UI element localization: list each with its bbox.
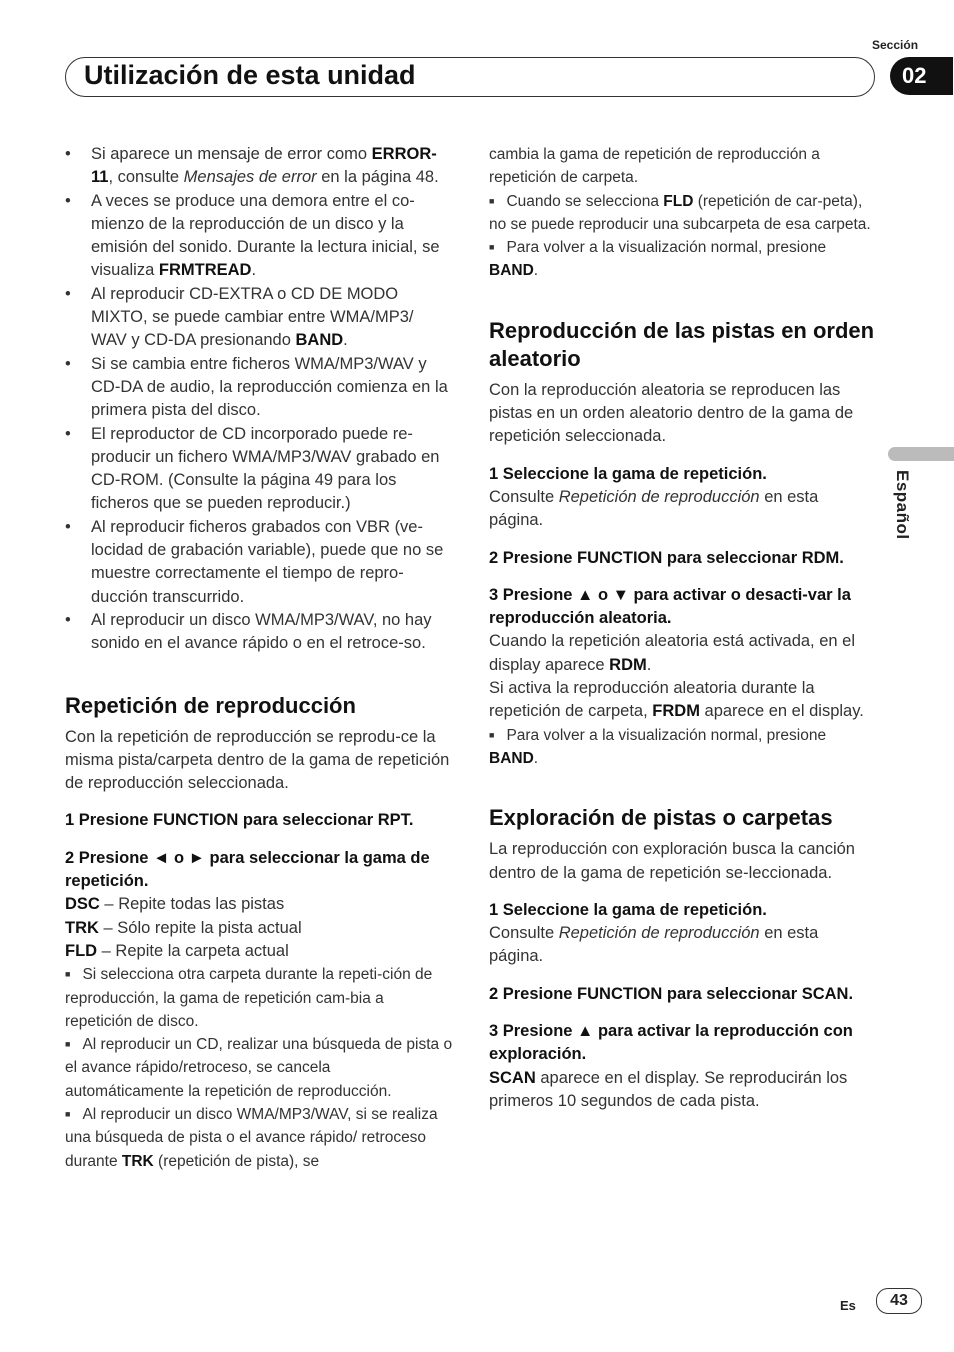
scan-step-1: 1 Seleccione la gama de repetición. (489, 900, 767, 919)
list-item: • Al reproducir un disco WMA/MP3/WAV, no hay sonido en el avance rápido o en el retroce-so. (65, 609, 453, 656)
random-step-3: 3 Presione ▲ o ▼ para activar o desacti-var la reproducción aleatoria. (489, 585, 851, 628)
section-heading-scan: Exploración de pistas o carpetas (489, 805, 833, 831)
section-number: 02 (890, 57, 953, 95)
note-item: ■ Para volver a la visualización normal, presione BAND. (489, 239, 827, 280)
list-item: • El reproductor de CD incorporado puede re-producir un fichero WMA/MP3/WAV grabado en CD-ROM. (Consulte la página 49 para los ficheros que se pueden reproducir.) (65, 423, 453, 516)
repeat-note-continued: cambia la gama de repetición de reproducción a repetición de carpeta. (489, 146, 820, 187)
note-item: ■ Al reproducir un disco WMA/MP3/WAV, si se realiza una búsqueda de pista o el avance rápido/ retroceso durante TRK (repetición de pista), se (65, 1105, 438, 1170)
repeat-option-trk: TRK – Sólo repite la pista actual (65, 918, 302, 937)
random-step-1: 1 Seleccione la gama de repetición. (489, 464, 767, 483)
random-step-1-detail: Consulte Repetición de reproducción en esta página. (489, 487, 819, 530)
list-item: • Si se cambia entre ficheros WMA/MP3/WAV y CD-DA de audio, la reproducción comienza en la primera pista del disco. (65, 353, 453, 423)
random-intro: Con la reproducción aleatoria se reproducen las pistas en un orden aleatorio dentro de la gama de repetición seleccionada. (489, 380, 854, 446)
list-item: • Al reproducir CD-EXTRA o CD DE MODO MIXTO, se puede cambiar entre WMA/MP3/ WAV y CD-DA presionando BAND. (65, 283, 453, 353)
section-heading-repeat: Repetición de reproducción (65, 692, 356, 718)
left-column (65, 143, 453, 1173)
note-item: ■ Cuando se selecciona FLD (repetición de car-peta), no se puede reproducir una subcarpeta de esa carpeta. (489, 192, 871, 233)
scan-step-3: 3 Presione ▲ para activar la reproducción con exploración. (489, 1022, 853, 1064)
scan-step-1-detail: Consulte Repetición de reproducción en esta página. (489, 924, 819, 966)
note-item: ■ Para volver a la visualización normal, presione BAND. (489, 726, 827, 767)
scan-step-2: 2 Presione FUNCTION para seleccionar SCAN. (489, 984, 854, 1003)
random-step-2: 2 Presione FUNCTION para seleccionar RDM. (489, 548, 844, 567)
repeat-option-fld: FLD – Repite la carpeta actual (65, 941, 289, 960)
random-detail-1: Cuando la repetición aleatoria está activada, en el display aparece RDM. (489, 632, 855, 674)
note-item: ■ Al reproducir un CD, realizar una búsqueda de pista o el avance rápido/retroceso, se cancela automáticamente la repetición de reproducción. (65, 1036, 453, 1100)
repeat-step-1: 1 Presione FUNCTION para seleccionar RPT. (65, 811, 414, 830)
language-label: Español (893, 470, 912, 540)
page-title: Utilización de esta unidad (84, 60, 416, 90)
section-heading-random: Reproducción de las pistas en orden aleatorio (489, 317, 875, 371)
repeat-step-2: 2 Presione ◄ o ► para seleccionar la gama de repetición. (65, 848, 430, 891)
random-detail-2: Si activa la reproducción aleatoria durante la repetición de carpeta, FRDM aparece en el display. (489, 679, 864, 721)
scan-detail: SCAN aparece en el display. Se reproducirán los primeros 10 segundos de cada pista. (489, 1068, 848, 1110)
note-item: ■ Si selecciona otra carpeta durante la repeti-ción de reproducción, la gama de repetición cam-bia a repetición de disco. (65, 966, 433, 1030)
list-item: • Si aparece un mensaje de error como ERROR-11, consulte Mensajes de error en la página 48. (65, 143, 453, 190)
list-item: • Al reproducir ficheros grabados con VBR (ve-locidad de grabación variable), puede que no se muestre correctamente el tiempo de repro-ducción transcurrido. (65, 516, 453, 609)
repeat-option-dsc: DSC – Repite todas las pistas (65, 895, 285, 914)
language-tab (888, 447, 954, 461)
scan-intro: La reproducción con exploración busca la canción dentro de la gama de repetición se-leccionada. (489, 840, 855, 882)
right-column (489, 143, 875, 1113)
footer-lang-code: Es (840, 1298, 856, 1313)
section-label: Sección (872, 38, 919, 52)
repeat-intro: Con la repetición de reproducción se reprodu-ce la misma pista/carpeta dentro de la gama de repetición de reproducción seleccionada. (65, 727, 450, 793)
list-item: • A veces se produce una demora entre el co-mienzo de la reproducción de un disco y la emisión del sonido. Durante la lectura inicial, se visualiza FRMTREAD. (65, 190, 453, 283)
page-number: 43 (876, 1288, 922, 1314)
